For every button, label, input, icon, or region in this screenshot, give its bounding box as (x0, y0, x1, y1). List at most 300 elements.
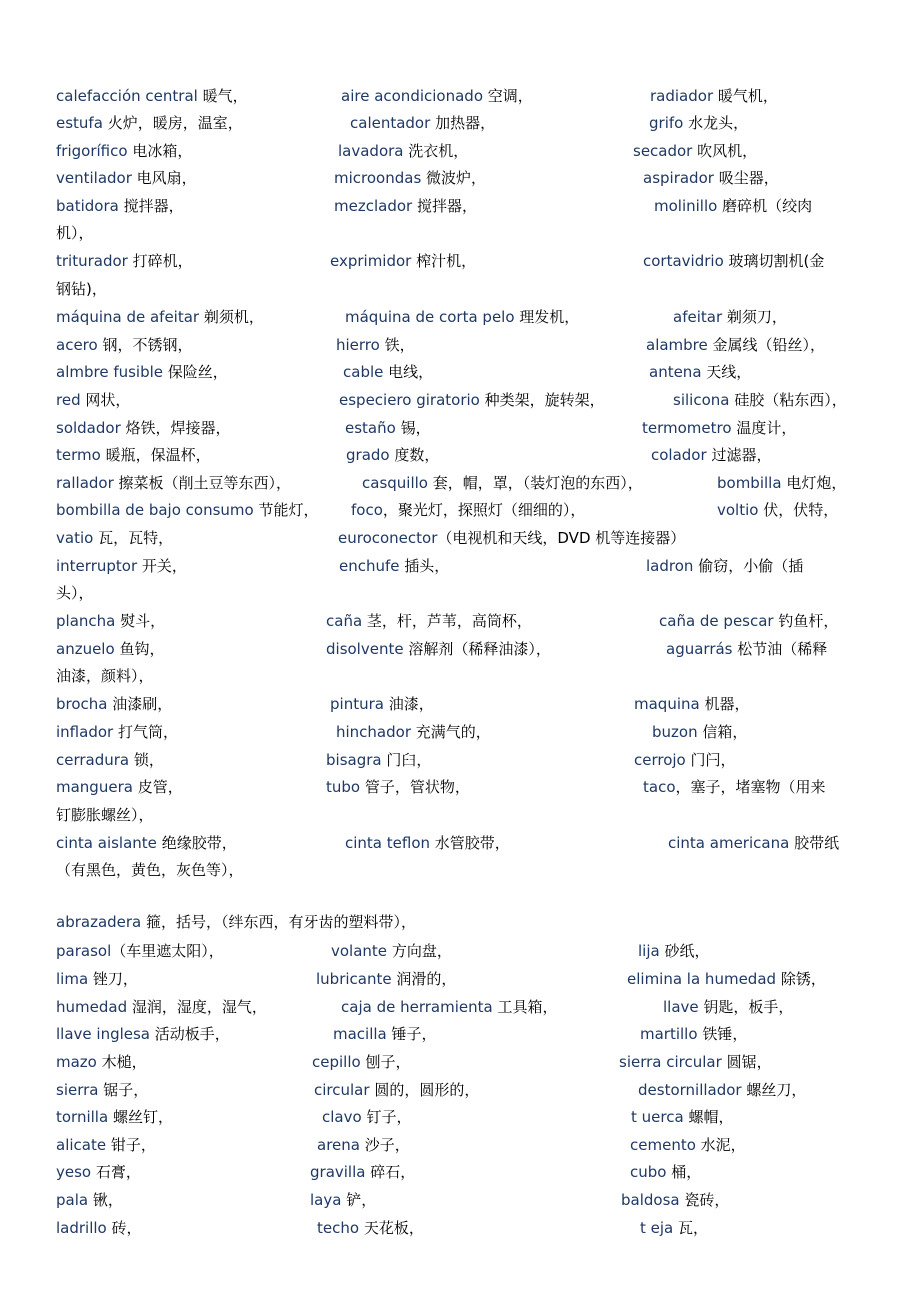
chinese-translation: 吹风机， (697, 142, 758, 160)
spanish-term: almbre fusible (56, 363, 164, 381)
vocabulary-entry (339, 387, 605, 413)
spanish-term: secador (633, 142, 693, 160)
spanish-term: grifo (649, 114, 684, 132)
spanish-term: ventilador (56, 169, 132, 187)
vocabulary-entry (56, 497, 318, 523)
spanish-term: inflador (56, 723, 114, 741)
vocabulary-line (0, 1132, 920, 1158)
chinese-translation: 门臼， (386, 751, 432, 769)
chinese-translation: 刨子， (365, 1053, 411, 1071)
vocabulary-line (0, 1021, 920, 1047)
chinese-translation: 暖气， (202, 87, 248, 105)
spanish-term: abrazadera (56, 913, 142, 931)
chinese-translation: 沙子， (364, 1136, 410, 1154)
chinese-translation: 洗衣机， (408, 142, 469, 160)
vocabulary-entry (673, 387, 847, 413)
spanish-term: molinillo (654, 197, 718, 215)
vocabulary-entry (650, 83, 778, 109)
spanish-term: plancha (56, 612, 116, 630)
vocabulary-line (0, 415, 920, 441)
chinese-translation: 机）， (56, 224, 94, 242)
vocabulary-entry (56, 387, 130, 413)
vocabulary-entry (56, 1077, 148, 1103)
vocabulary-entry (56, 663, 154, 689)
spanish-term: interruptor (56, 557, 138, 575)
vocabulary-line (0, 497, 920, 523)
vocabulary-entry (56, 248, 193, 274)
chinese-translation: 搅拌器， (123, 197, 184, 215)
spanish-term: baldosa (621, 1191, 680, 1209)
spanish-term: grado (346, 446, 390, 464)
vocabulary-line (0, 1215, 920, 1241)
vocabulary-entry (341, 83, 533, 109)
vocabulary-entry (56, 1049, 147, 1075)
spanish-term: manguera (56, 778, 133, 796)
chinese-translation: 胶带纸 (794, 834, 840, 852)
chinese-translation: 螺丝刀， (746, 1081, 807, 1099)
vocabulary-entry (673, 304, 787, 330)
chinese-translation: 水龙头， (688, 114, 749, 132)
spanish-term: taco (643, 778, 676, 796)
vocabulary-line (0, 719, 920, 745)
chinese-translation: 头）， (56, 584, 94, 602)
vocabulary-entry (643, 248, 824, 274)
spanish-term: bisagra (326, 751, 382, 769)
chinese-translation: 圆锯， (726, 1053, 772, 1071)
vocabulary-entry (621, 1187, 729, 1213)
vocabulary-entry (651, 442, 771, 468)
chinese-translation: （车里遮太阳）， (111, 942, 224, 960)
vocabulary-line (0, 276, 920, 302)
spanish-term: volante (331, 942, 388, 960)
vocabulary-entry (56, 415, 231, 441)
vocabulary-entry (640, 1215, 708, 1241)
chinese-translation: 天花板， (363, 1219, 424, 1237)
vocabulary-entry (56, 774, 183, 800)
spanish-term: batidora (56, 197, 119, 215)
vocabulary-entry (668, 830, 839, 856)
chinese-translation: 偷窃，小偷（插 (698, 557, 804, 575)
spanish-term: acero (56, 336, 98, 354)
vocabulary-entry (56, 719, 178, 745)
vocabulary-line (0, 220, 920, 246)
chinese-translation: 打气筒， (117, 723, 178, 741)
vocabulary-line (0, 553, 920, 579)
chinese-translation: 松节油（稀释 (737, 640, 828, 658)
spanish-term: cinta aislante (56, 834, 157, 852)
spanish-term: cortavidrio (643, 252, 724, 270)
vocabulary-entry (56, 1159, 141, 1185)
vocabulary-entry (345, 304, 579, 330)
vocabulary-entry (346, 442, 439, 468)
chinese-translation: 锉刀， (92, 970, 138, 988)
vocabulary-entry (326, 747, 431, 773)
vocabulary-line (0, 857, 920, 883)
spanish-term: humedad (56, 998, 128, 1016)
vocabulary-line (0, 193, 920, 219)
chinese-translation: 圆的，圆形的， (374, 1081, 480, 1099)
spanish-term: mezclador (334, 197, 413, 215)
vocabulary-entry (331, 938, 452, 964)
chinese-translation: 门闩， (690, 751, 736, 769)
spanish-term: cepillo (312, 1053, 361, 1071)
spanish-term: parasol (56, 942, 112, 960)
chinese-translation: 锡， (400, 419, 431, 437)
vocabulary-entry (643, 774, 826, 800)
spanish-term: llave (663, 998, 699, 1016)
spanish-term: gravilla (310, 1163, 366, 1181)
chinese-translation: 方向盘， (391, 942, 452, 960)
vocabulary-line (0, 525, 920, 551)
spanish-term: alicate (56, 1136, 107, 1154)
vocabulary-entry (317, 1132, 410, 1158)
chinese-translation: 活动板手， (154, 1025, 230, 1043)
vocabulary-entry (56, 802, 154, 828)
chinese-translation: 除锈， (780, 970, 826, 988)
chinese-translation: 钓鱼杆， (778, 612, 839, 630)
vocabulary-line (0, 691, 920, 717)
chinese-translation: 磨碎机（绞肉 (722, 197, 813, 215)
vocabulary-entry (634, 691, 750, 717)
chinese-translation: 锯子， (103, 1081, 149, 1099)
spanish-term: buzon (652, 723, 698, 741)
chinese-translation: 螺帽， (688, 1108, 734, 1126)
chinese-translation: 砂纸， (664, 942, 710, 960)
vocabulary-entry (312, 1049, 410, 1075)
vocabulary-entry (56, 1021, 230, 1047)
chinese-translation: 熨斗， (120, 612, 166, 630)
chinese-translation: 温度计， (736, 419, 797, 437)
vocabulary-entry (56, 1104, 173, 1130)
vocabulary-entry (334, 165, 486, 191)
vocabulary-entry (56, 966, 138, 992)
spanish-term: arena (317, 1136, 360, 1154)
spanish-term: aire acondicionado (341, 87, 483, 105)
vocabulary-line (0, 248, 920, 274)
chinese-translation: 电冰箱， (132, 142, 193, 160)
chinese-translation: 种类架，旋转架， (484, 391, 605, 409)
chinese-translation: 铁锤， (702, 1025, 748, 1043)
spanish-term: aguarrás (666, 640, 733, 658)
vocabulary-entry (341, 994, 557, 1020)
vocabulary-entry (56, 276, 107, 302)
chinese-translation: 钢，不锈钢， (102, 336, 193, 354)
spanish-term: llave inglesa (56, 1025, 150, 1043)
chinese-translation: 铁， (384, 336, 415, 354)
spanish-term: caña de pescar (659, 612, 774, 630)
vocabulary-entry (336, 719, 491, 745)
vocabulary-entry (317, 1215, 424, 1241)
spanish-term: mazo (56, 1053, 97, 1071)
chinese-translation: 锁， (133, 751, 164, 769)
chinese-translation: 木槌， (101, 1053, 147, 1071)
spanish-term: cable (343, 363, 384, 381)
vocabulary-entry (56, 110, 243, 136)
vocabulary-entry (640, 1021, 747, 1047)
chinese-translation: 油漆， (388, 695, 434, 713)
vocabulary-entry (345, 830, 510, 856)
vocabulary-entry (350, 110, 495, 136)
chinese-translation: 水管胶带， (434, 834, 510, 852)
vocabulary-entry (56, 83, 248, 109)
vocabulary-entry (56, 938, 224, 964)
spanish-term: disolvente (326, 640, 404, 658)
spanish-term: afeitar (673, 308, 723, 326)
chinese-translation: 锹， (92, 1191, 123, 1209)
vocabulary-line (0, 966, 920, 992)
chinese-translation: 度数， (394, 446, 440, 464)
chinese-translation: 桶， (671, 1163, 702, 1181)
chinese-translation: 烙铁，焊接器， (125, 419, 231, 437)
vocabulary-entry (619, 1049, 772, 1075)
vocabulary-entry (638, 938, 710, 964)
spanish-term: lavadora (338, 142, 404, 160)
vocabulary-entry (638, 1077, 806, 1103)
chinese-translation: 钉子， (366, 1108, 412, 1126)
chinese-translation: 锤子， (391, 1025, 437, 1043)
spanish-term: voltio (717, 501, 759, 519)
spanish-term: elimina la humedad (627, 970, 777, 988)
vocabulary-entry (56, 994, 267, 1020)
spanish-term: calefacción central (56, 87, 198, 105)
vocabulary-line (0, 1104, 920, 1130)
spanish-term: lubricante (316, 970, 392, 988)
vocabulary-entry (362, 470, 643, 496)
spanish-term: máquina de afeitar (56, 308, 200, 326)
spanish-term: aspirador (643, 169, 714, 187)
spanish-term: cinta americana (668, 834, 790, 852)
vocabulary-entry (56, 636, 164, 662)
vocabulary-line (0, 304, 920, 330)
chinese-translation: 充满气的， (415, 723, 491, 741)
vocabulary-entry (339, 553, 449, 579)
chinese-translation: ，聚光灯，探照灯（细细的）， (382, 501, 586, 519)
vocabulary-line (0, 387, 920, 413)
spanish-term: ladrillo (56, 1219, 107, 1237)
vocabulary-entry (634, 747, 736, 773)
vocabulary-entry (330, 248, 476, 274)
chinese-translation: 打碎机， (132, 252, 193, 270)
vocabulary-entry (717, 497, 838, 523)
vocabulary-line (0, 802, 920, 828)
chinese-translation: 榨汁机， (416, 252, 477, 270)
spanish-term: calentador (350, 114, 431, 132)
spanish-term: circular (314, 1081, 370, 1099)
chinese-translation: 信箱， (702, 723, 748, 741)
vocabulary-entry (345, 415, 431, 441)
spanish-term: foco (351, 501, 383, 519)
spanish-term: cerradura (56, 751, 130, 769)
spanish-term: radiador (650, 87, 714, 105)
vocabulary-line (0, 663, 920, 689)
chinese-translation: 微波炉， (426, 169, 487, 187)
spanish-term: frigorífico (56, 142, 128, 160)
spanish-term: cerrojo (634, 751, 686, 769)
spanish-term: bombilla (717, 474, 782, 492)
chinese-translation: 水泥， (700, 1136, 746, 1154)
vocabulary-entry (336, 332, 415, 358)
chinese-translation: 润滑的， (396, 970, 457, 988)
chinese-translation: 天线， (706, 363, 752, 381)
spanish-term: hierro (336, 336, 380, 354)
chinese-translation: 理发机， (519, 308, 580, 326)
spanish-term: alambre (646, 336, 708, 354)
spanish-term: tornilla (56, 1108, 109, 1126)
vocabulary-entry (631, 1104, 733, 1130)
vocabulary-entry (338, 525, 685, 551)
chinese-translation: 暖气机， (717, 87, 778, 105)
vocabulary-entry (56, 580, 94, 606)
vocabulary-entry (717, 470, 846, 496)
chinese-translation: 开关， (141, 557, 187, 575)
spanish-term: techo (317, 1219, 360, 1237)
vocabulary-entry (649, 359, 751, 385)
vocabulary-entry (56, 304, 264, 330)
chinese-translation: ，塞子，堵塞物（用来 (675, 778, 826, 796)
chinese-translation: 网状， (85, 391, 131, 409)
vocabulary-entry (314, 1077, 479, 1103)
vocabulary-entry (633, 138, 757, 164)
spanish-term: termo (56, 446, 101, 464)
chinese-translation: 碎石， (370, 1163, 416, 1181)
vocabulary-entry (56, 220, 94, 246)
chinese-translation: 钢钻)， (56, 280, 107, 298)
spanish-term: termometro (642, 419, 732, 437)
chinese-translation: 皮管， (137, 778, 183, 796)
vocabulary-entry (310, 1159, 415, 1185)
spanish-term: exprimidor (330, 252, 412, 270)
chinese-translation: 暖瓶，保温杯， (105, 446, 211, 464)
chinese-translation: 管子，管状物， (364, 778, 470, 796)
vocabulary-entry (322, 1104, 411, 1130)
spanish-term: hinchador (336, 723, 411, 741)
spanish-term: colador (651, 446, 707, 464)
chinese-translation: （电视机和天线，DVD 机等连接器） (437, 529, 686, 547)
spanish-term: yeso (56, 1163, 92, 1181)
vocabulary-entry (56, 332, 192, 358)
spanish-term: laya (310, 1191, 342, 1209)
spanish-term: caja de herramienta (341, 998, 493, 1016)
vocabulary-entry (56, 525, 173, 551)
spanish-term: rallador (56, 474, 114, 492)
chinese-translation: 套，帽，罩，（装灯泡的东西）， (432, 474, 643, 492)
spanish-term: enchufe (339, 557, 400, 575)
chinese-translation: 节能灯， (258, 501, 319, 519)
spanish-term: casquillo (362, 474, 428, 492)
vocabulary-entry (56, 1187, 123, 1213)
chinese-translation: 湿润，湿度，湿气， (131, 998, 267, 1016)
chinese-translation: 空调， (487, 87, 533, 105)
chinese-translation: 砖， (111, 1219, 142, 1237)
chinese-translation: 箍，括号，（绊东西，有牙齿的塑料带）， (146, 913, 417, 931)
chinese-translation: 茎，杆，芦苇，高筒杯， (366, 612, 532, 630)
vocabulary-entry (330, 691, 434, 717)
spanish-term: tubo (326, 778, 361, 796)
chinese-translation: 螺丝钉， (112, 1108, 173, 1126)
vocabulary-entry (649, 110, 748, 136)
spanish-term: estufa (56, 114, 103, 132)
spanish-term: macilla (333, 1025, 387, 1043)
chinese-translation: 吸尘器， (718, 169, 779, 187)
spanish-term: destornillador (638, 1081, 742, 1099)
vocabulary-line (0, 1049, 920, 1075)
vocabulary-entry (630, 1159, 701, 1185)
chinese-translation: 剃须机， (203, 308, 264, 326)
vocabulary-line (0, 1159, 920, 1185)
vocabulary-line (0, 110, 920, 136)
vocabulary-entry (666, 636, 827, 662)
chinese-translation: 电灯炮， (786, 474, 847, 492)
chinese-translation: 绝缘胶带， (161, 834, 237, 852)
vocabulary-line (0, 938, 920, 964)
vocabulary-entry (56, 857, 244, 883)
chinese-translation: （有黑色，黄色，灰色等）， (56, 861, 244, 879)
vocabulary-entry (56, 909, 416, 935)
vocabulary-line (0, 165, 920, 191)
vocabulary-entry (56, 691, 172, 717)
vocabulary-line (0, 830, 920, 856)
spanish-term: triturador (56, 252, 128, 270)
spanish-term: anzuelo (56, 640, 115, 658)
vocabulary-entry (338, 138, 468, 164)
chinese-translation: 机器， (704, 695, 750, 713)
vocabulary-entry (643, 165, 779, 191)
vocabulary-entry (326, 608, 532, 634)
vocabulary-line (0, 332, 920, 358)
vocabulary-entry (652, 719, 747, 745)
vocabulary-entry (351, 497, 585, 523)
spanish-term: antena (649, 363, 702, 381)
vocabulary-entry (56, 359, 228, 385)
vocabulary-entry (56, 193, 184, 219)
chinese-translation: 电风扇， (136, 169, 197, 187)
vocabulary-entry (333, 1021, 437, 1047)
vocabulary-entry (334, 193, 477, 219)
chinese-translation: 加热器， (435, 114, 496, 132)
vocabulary-entry (56, 747, 164, 773)
vocabulary-line (0, 470, 920, 496)
spanish-term: sierra circular (619, 1053, 722, 1071)
spanish-term: lima (56, 970, 89, 988)
chinese-translation: 电线， (388, 363, 434, 381)
spanish-term: especiero giratorio (339, 391, 480, 409)
vocabulary-line (0, 83, 920, 109)
chinese-translation: 硅胶（粘东西）， (734, 391, 847, 409)
chinese-translation: 钉膨胀螺丝）， (56, 806, 154, 824)
vocabulary-line (0, 636, 920, 662)
chinese-translation: 油漆，颜料）， (56, 667, 154, 685)
spanish-term: martillo (640, 1025, 698, 1043)
chinese-translation: 过滤器， (711, 446, 772, 464)
vocabulary-entry (56, 1132, 156, 1158)
spanish-term: maquina (634, 695, 700, 713)
chinese-translation: 瓦，瓦特， (98, 529, 174, 547)
vocabulary-entry (326, 636, 551, 662)
vocabulary-line (0, 608, 920, 634)
spanish-term: silicona (673, 391, 730, 409)
vocabulary-line (0, 442, 920, 468)
chinese-translation: 火炉，暖房，温室， (107, 114, 243, 132)
spanish-term: t eja (640, 1219, 674, 1237)
vocabulary-entry (630, 1132, 746, 1158)
chinese-translation: 油漆刷， (112, 695, 173, 713)
vocabulary-line (0, 580, 920, 606)
chinese-translation: 鱼钩， (119, 640, 165, 658)
chinese-translation: 玻璃切割机(金 (728, 252, 825, 270)
spanish-term: cinta teflon (345, 834, 431, 852)
chinese-translation: 剃须刀， (726, 308, 787, 326)
vocabulary-entry (316, 966, 456, 992)
